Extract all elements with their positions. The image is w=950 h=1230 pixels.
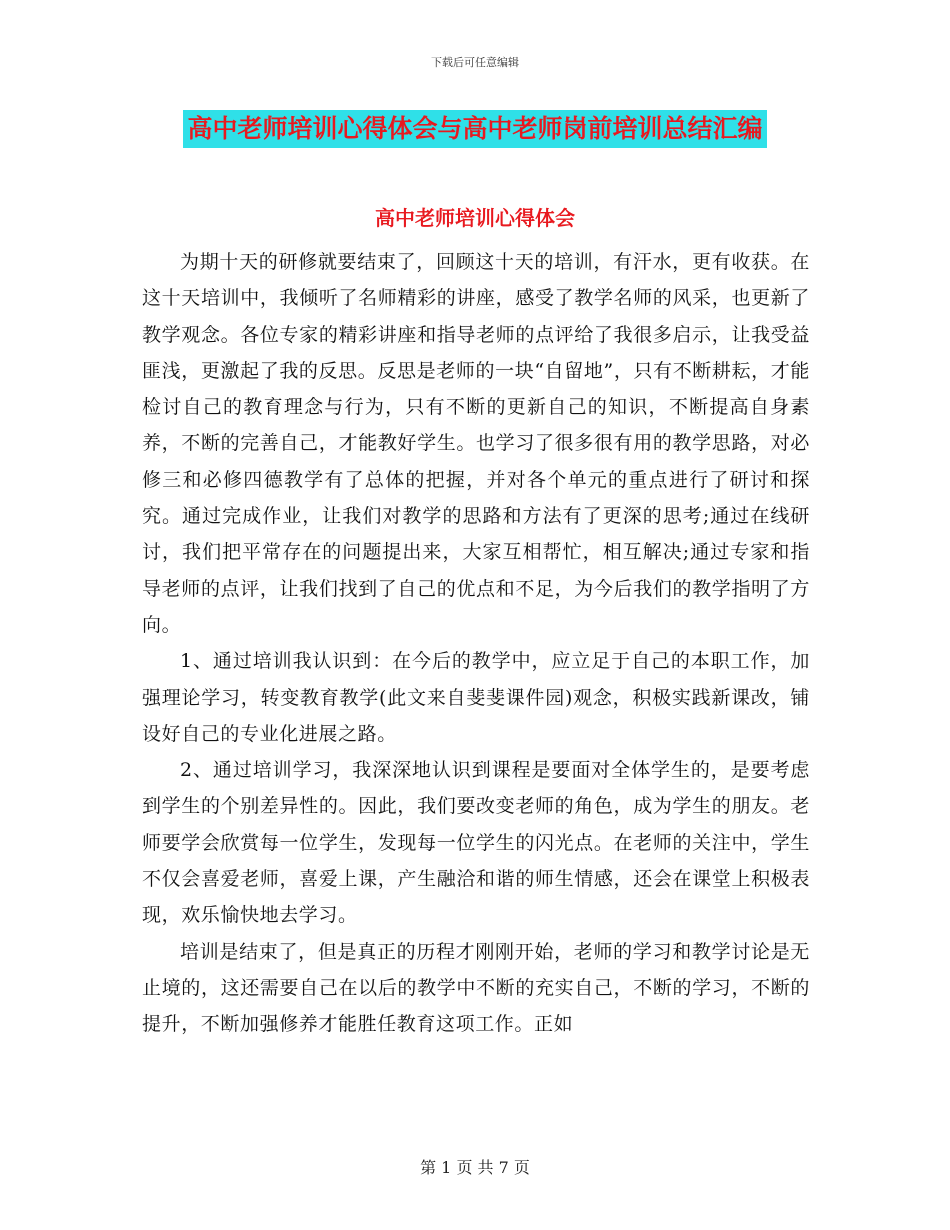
paragraph-3: 2、通过培训学习，我深深地认识到课程是要面对全体学生的，是要考虑到学生的个别差异性的。因此，我们要改变老师的角色，成为学生的朋友。老师要学会欣赏每一位学生，发现每一位学生的闪光点。在老师的关注中，学生不仅会喜爱老师，喜爱上课，产生融洽和谐的师生情感，还会在课堂上积极表现，欢乐愉快地去学习。: [142, 759, 810, 927]
document-body: [142, 244, 810, 1043]
document-title-container: [0, 110, 950, 148]
paragraph-4: 培训是结束了，但是真正的历程才刚刚开始，老师的学习和教学讨论是无止境的，这还需要自己在以后的教学中不断的充实自己，不断的学习，不断的提升，不断加强修养才能胜任教育这项工作。正如: [142, 940, 810, 1036]
header-note: 下载后可任意编辑: [431, 56, 519, 69]
document-title: 高中老师培训心得体会与高中老师岗前培训总结汇编: [183, 110, 766, 148]
page-footer: 第 1 页 共 7 页: [420, 1158, 530, 1177]
paragraph-2: 1、通过培训我认识到：在今后的教学中，应立足于自己的本职工作，加强理论学习，转变教育教学(此文来自斐斐课件园)观念，积极实践新课改，铺设好自己的专业化进展之路。: [142, 650, 810, 745]
paragraph-1: 为期十天的研修就要结束了，回顾这十天的培训，有汗水，更有收获。在这十天培训中，我倾听了名师精彩的讲座，感受了教学名师的风采，也更新了教学观念。各位专家的精彩讲座和指导老师的点评给了我很多启示，让我受益匪浅，更激起了我的反思。反思是老师的一块“自留地”，只有不断耕耘，才能检讨自己的教育理念与行为，只有不断的更新自己的知识，不断提高自身素养，不断的完善自己，才能教好学生。也学习了很多很有用的教学思路，对必修三和必修四德教学有了总体的把握，并对各个单元的重点进行了研讨和探究。通过完成作业，让我们对教学的思路和方法有了更深的思考;通过在线研讨，我们把平常存在的问题提出来，大家互相帮忙，相互解决;通过专家和指导老师的点评，让我们找到了自己的优点和不足，为今后我们的教学指明了方向。: [142, 251, 810, 636]
section-title: 高中老师培训心得体会: [375, 206, 575, 230]
